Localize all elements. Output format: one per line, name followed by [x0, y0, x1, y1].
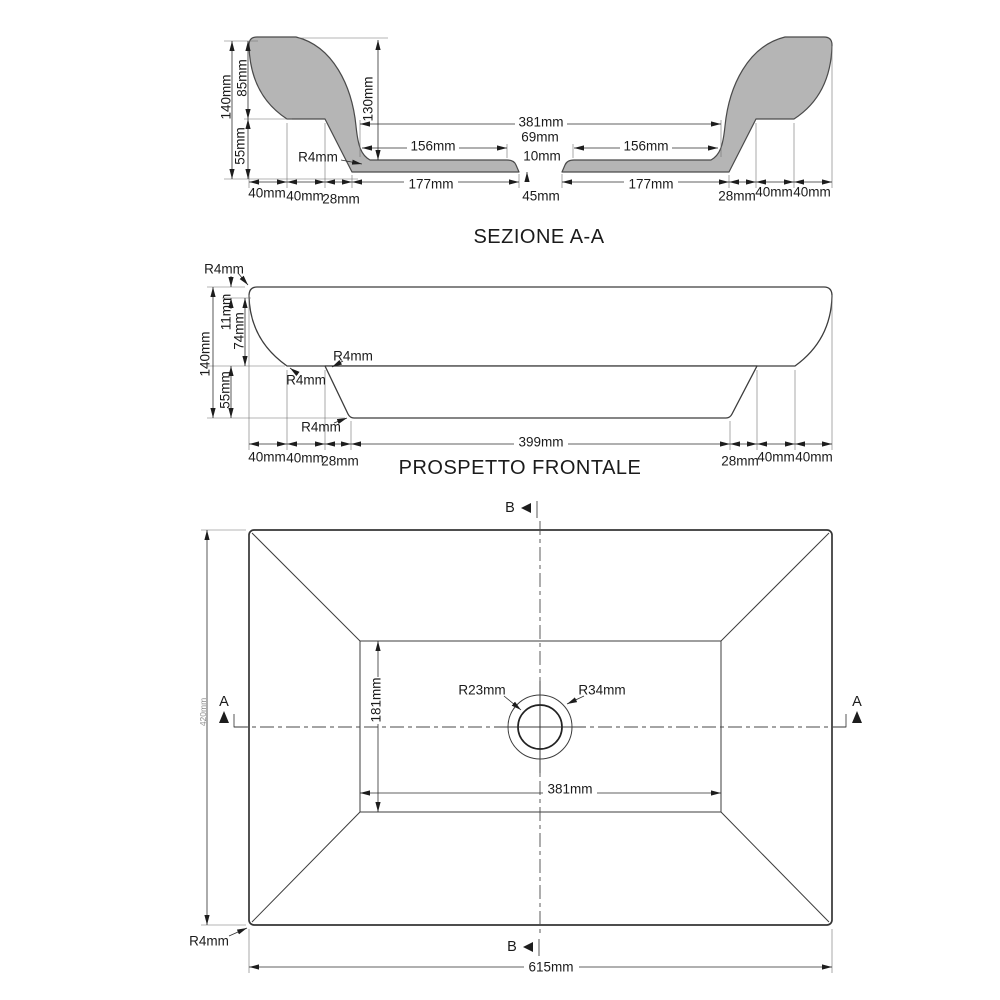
front-title: PROSPETTO FRONTALE: [398, 457, 642, 479]
front-base-outline: [325, 366, 757, 418]
plan-overall-width-label: 615mm: [528, 959, 574, 975]
section-height-upper-label: 85mm: [234, 59, 250, 97]
section-drain-bottom-label: 45mm: [522, 188, 560, 204]
section-base-l3-label: 28mm: [322, 191, 360, 207]
front-view: [198, 262, 833, 480]
drain-outer-radius-label: R34mm: [578, 682, 626, 698]
section-height-lower-label: 55mm: [232, 127, 248, 165]
section-base-r2-label: 40mm: [755, 184, 793, 200]
section-base-l1-label: 40mm: [248, 185, 286, 201]
section-base-r3-label: 40mm: [793, 184, 831, 200]
front-height-total-label: 140mm: [197, 331, 213, 377]
front-base-l3-label: 28mm: [321, 453, 359, 469]
section-slab-thickness-label: 10mm: [523, 148, 561, 164]
front-fillet-mid-label: R4mm: [333, 348, 373, 364]
section-drain-top-label: 69mm: [521, 129, 559, 145]
front-base-width-label: 399mm: [518, 434, 564, 450]
section-b-marker-bottom: B: [507, 939, 517, 955]
plan-overall-depth-label: 420mm: [198, 697, 208, 727]
section-title: SEZIONE A-A: [473, 226, 605, 248]
front-upper-height-label: 74mm: [231, 312, 247, 350]
section-left-wall-profile: [249, 37, 519, 172]
section-a-arrow-left: [219, 711, 229, 723]
section-a-arrow-right: [852, 711, 862, 723]
section-width-inner-label: 381mm: [518, 114, 564, 130]
plan-view: [189, 500, 862, 975]
plan-basin-width-label: 381mm: [547, 781, 593, 797]
section-right-wall-profile: [562, 37, 832, 172]
section-a-marker-right: A: [852, 694, 862, 710]
front-fillet-left-label: R4mm: [286, 372, 326, 388]
section-shelf-right-label: 156mm: [623, 138, 669, 154]
section-fillet-label: R4mm: [298, 149, 338, 165]
front-fillet-bottom-label: R4mm: [301, 419, 341, 435]
front-base-r3-label: 40mm: [795, 449, 833, 465]
section-base-l2-label: 40mm: [286, 188, 324, 204]
plan-corner-radius-label: R4mm: [189, 933, 229, 949]
front-base-r2-label: 40mm: [757, 449, 795, 465]
front-base-r1-label: 28mm: [721, 453, 759, 469]
section-base-r1-label: 28mm: [718, 188, 756, 204]
section-depth-inner-label: 130mm: [360, 76, 376, 122]
section-floor-right-label: 177mm: [628, 176, 674, 192]
section-shelf-left-label: 156mm: [410, 138, 456, 154]
front-base-l2-label: 40mm: [286, 450, 324, 466]
section-b-arrow-bottom: [523, 942, 533, 952]
section-floor-left-label: 177mm: [408, 176, 454, 192]
section-b-marker-top: B: [505, 500, 515, 516]
section-a-marker-left: A: [219, 694, 229, 710]
front-corner-radius-label: R4mm: [204, 261, 244, 277]
plan-basin-depth-label: 181mm: [368, 677, 384, 723]
drain-inner-radius-label: R23mm: [458, 682, 506, 698]
section-height-total-label: 140mm: [218, 74, 234, 120]
front-base-l1-label: 40mm: [248, 449, 286, 465]
section-b-arrow-top: [521, 503, 531, 513]
front-base-height-label: 55mm: [217, 371, 233, 409]
section-aa-view: [219, 37, 833, 248]
front-lip-height-label: 11mm: [218, 293, 234, 331]
